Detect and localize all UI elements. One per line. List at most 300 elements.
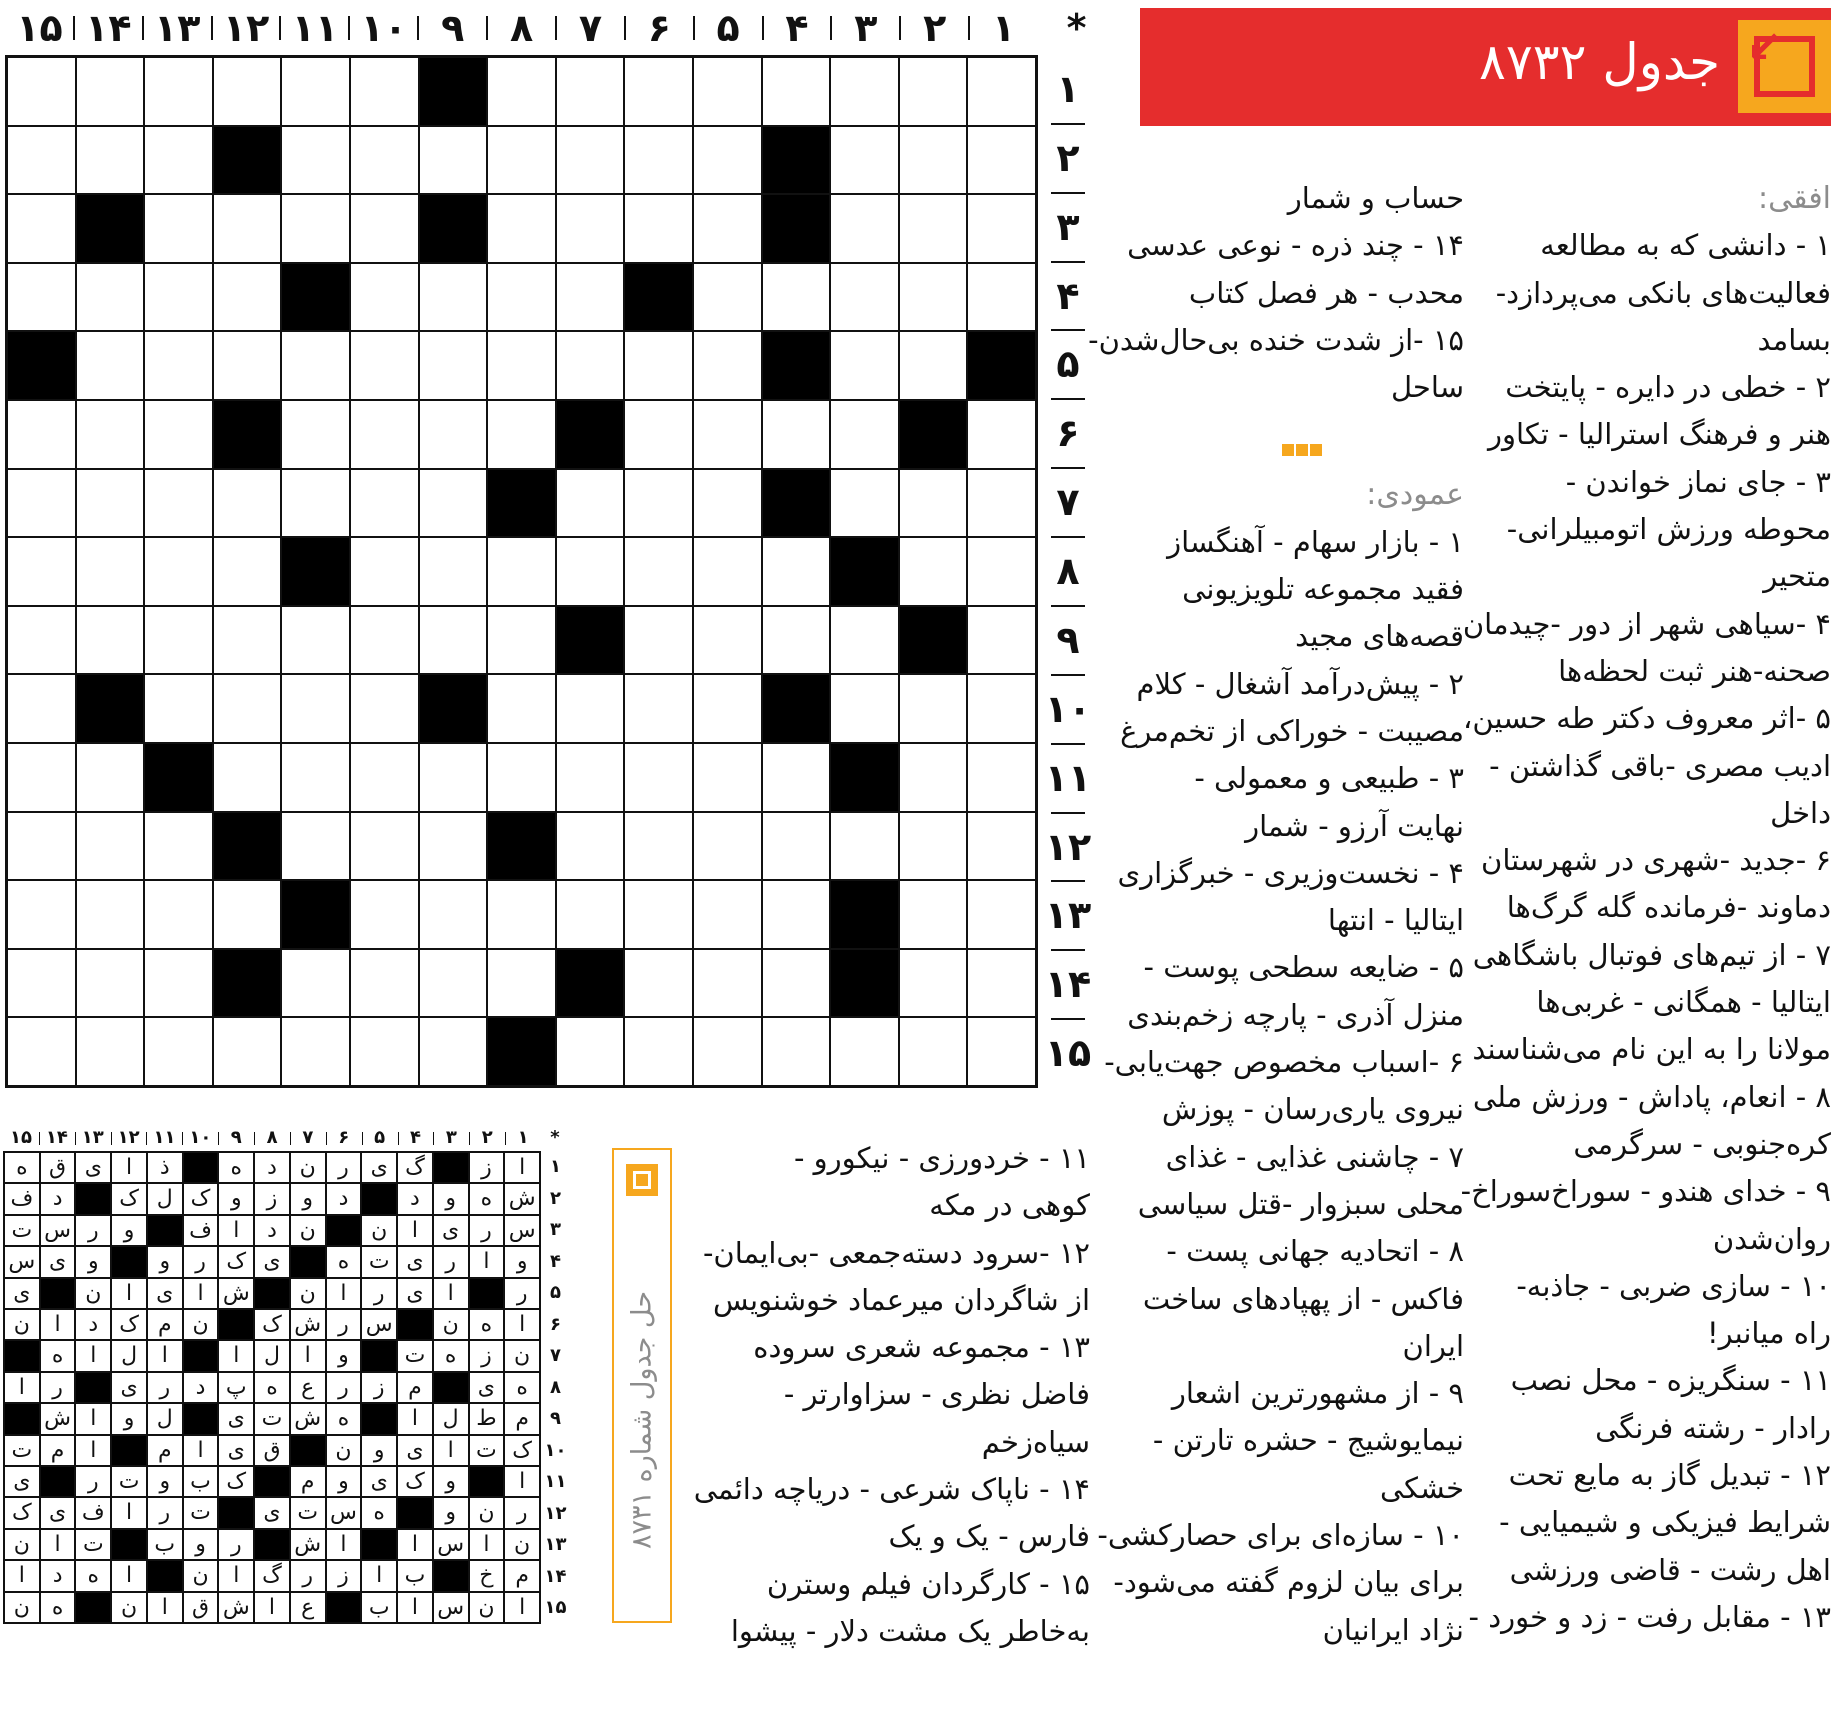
grid-cell[interactable] [144,1017,213,1086]
clue-line: از شاگردان میرعماد خوشنویس [712,1282,1090,1317]
grid-cell[interactable] [624,331,693,400]
grid-cell[interactable] [556,743,625,812]
grid-cell[interactable] [76,949,145,1018]
solution-cell: ل [111,1340,147,1371]
solution-cell: ا [75,1435,111,1466]
solution-column-separator [398,1132,399,1145]
grid-cell[interactable] [213,537,282,606]
grid-cell[interactable] [693,194,762,263]
grid-cell[interactable] [693,263,762,332]
black-cell [76,674,145,743]
grid-cell[interactable] [624,194,693,263]
grid-cell[interactable] [830,1017,899,1086]
grid-cell[interactable] [693,606,762,675]
clue-line: ۱۳ - مقابل رفت - زد و خورد - [1468,1599,1831,1634]
grid-cell[interactable] [419,400,488,469]
grid-cell[interactable] [556,194,625,263]
grid-cell[interactable] [7,606,76,675]
grid-cell[interactable] [76,537,145,606]
solution-cell: ا [111,1278,147,1309]
grid-cell[interactable] [967,606,1036,675]
solution-cell: ل [147,1183,183,1214]
grid-cell[interactable] [830,812,899,881]
row-number: ۴ [1056,273,1080,318]
solution-cell: ا [504,1466,540,1497]
grid-cell[interactable] [830,331,899,400]
grid-cell[interactable] [350,400,419,469]
grid-cell[interactable] [967,57,1036,126]
solution-cell: ر [433,1246,469,1277]
grid-cell[interactable] [144,194,213,263]
grid-cell[interactable] [419,812,488,881]
solution-cell: ت [183,1497,219,1528]
solution-cell: ع [290,1372,326,1403]
solution-cell: ا [218,1215,254,1246]
solution-black-cell [254,1466,290,1497]
grid-cell[interactable] [7,469,76,538]
grid-cell[interactable] [144,880,213,949]
grid-cell[interactable] [281,194,350,263]
grid-cell[interactable] [213,606,282,675]
column-separator [142,16,144,40]
solution-cell: ش [504,1183,540,1214]
grid-cell[interactable] [7,743,76,812]
solution-row-number: ۵ [550,1282,561,1304]
grid-cell[interactable] [281,812,350,881]
grid-cell[interactable] [899,743,968,812]
grid-cell[interactable] [350,1017,419,1086]
grid-cell[interactable] [967,812,1036,881]
solution-cell: ت [111,1466,147,1497]
grid-cell[interactable] [487,57,556,126]
solution-cell: ب [183,1466,219,1497]
grid-cell[interactable] [487,263,556,332]
grid-cell[interactable] [830,606,899,675]
grid-cell[interactable] [899,537,968,606]
grid-cell[interactable] [830,263,899,332]
grid-cell[interactable] [624,880,693,949]
solution-row-number: ۸ [550,1376,561,1398]
grid-cell[interactable] [7,949,76,1018]
grid-cell[interactable] [762,1017,831,1086]
grid-cell[interactable] [830,194,899,263]
grid-cell[interactable] [281,331,350,400]
grid-cell[interactable] [350,880,419,949]
grid-cell[interactable] [76,331,145,400]
solution-row-number: ۱۴ [544,1565,567,1587]
solution-cell: ا [40,1529,76,1560]
grid-cell[interactable] [693,674,762,743]
grid-cell[interactable] [7,812,76,881]
grid-cell[interactable] [762,537,831,606]
grid-cell[interactable] [7,880,76,949]
grid-cell[interactable] [556,126,625,195]
grid-cell[interactable] [693,880,762,949]
grid-cell[interactable] [487,606,556,675]
solution-black-cell [469,1466,505,1497]
solution-cell: ر [326,1152,362,1183]
solution-cell: س [4,1246,40,1277]
grid-cell[interactable] [624,537,693,606]
grid-cell[interactable] [144,949,213,1018]
grid-cell[interactable] [76,812,145,881]
grid-cell[interactable] [967,469,1036,538]
grid-cell[interactable] [281,606,350,675]
solution-cell: ر [40,1372,76,1403]
clue-line: کره‌جنوبی - سرگرمی [1573,1126,1831,1161]
grid-cell[interactable] [899,812,968,881]
black-cell [213,812,282,881]
grid-cell[interactable] [899,469,968,538]
solution-cell: ه [469,1183,505,1214]
section-heading: عمودی: [1366,477,1464,513]
solution-cell: ا [111,1497,147,1528]
grid-cell[interactable] [419,126,488,195]
grid-cell[interactable] [693,126,762,195]
grid-cell[interactable] [693,331,762,400]
grid-cell[interactable] [624,469,693,538]
grid-cell[interactable] [967,263,1036,332]
grid-cell[interactable] [762,606,831,675]
grid-cell[interactable] [7,1017,76,1086]
grid-cell[interactable] [556,57,625,126]
solution-column-separator [146,1132,147,1145]
grid-cell[interactable] [350,469,419,538]
grid-cell[interactable] [281,57,350,126]
clue-line: متحیر [1763,559,1831,594]
grid-cell[interactable] [693,812,762,881]
grid-cell[interactable] [830,674,899,743]
solution-cell: ق [254,1435,290,1466]
grid-cell[interactable] [830,400,899,469]
solution-cell: ا [397,1403,433,1434]
grid-cell[interactable] [693,57,762,126]
grid-cell[interactable] [76,400,145,469]
grid-cell[interactable] [556,880,625,949]
grid-cell[interactable] [76,743,145,812]
grid-cell[interactable] [350,331,419,400]
grid-cell[interactable] [624,126,693,195]
grid-cell[interactable] [556,674,625,743]
grid-cell[interactable] [967,674,1036,743]
black-cell [899,400,968,469]
grid-cell[interactable] [487,674,556,743]
grid-cell[interactable] [556,812,625,881]
grid-cell[interactable] [144,126,213,195]
row-number: ۱۴ [1044,962,1092,1007]
grid-cell[interactable] [487,743,556,812]
black-cell [762,194,831,263]
grid-cell[interactable] [487,331,556,400]
solution-cell: ا [469,1246,505,1277]
grid-cell[interactable] [76,880,145,949]
grid-cell[interactable] [144,331,213,400]
grid-cell[interactable] [350,263,419,332]
grid-cell[interactable] [419,606,488,675]
solution-black-cell [40,1278,76,1309]
grid-cell[interactable] [419,1017,488,1086]
grid-cell[interactable] [830,57,899,126]
grid-cell[interactable] [487,194,556,263]
column-separator [624,16,626,40]
grid-cell[interactable] [213,1017,282,1086]
solution-cell: ت [397,1340,433,1371]
grid-cell[interactable] [76,263,145,332]
solution-column-separator [218,1132,219,1145]
grid-cell[interactable] [624,400,693,469]
grid-cell[interactable] [487,880,556,949]
grid-cell[interactable] [350,674,419,743]
grid-cell[interactable] [76,126,145,195]
clue-line: ۷ - چاشنی غذایی - غذای [1165,1139,1464,1174]
grid-cell[interactable] [899,194,968,263]
solution-column-number: ۵ [374,1127,386,1148]
solution-column-number: ۱۱ [153,1127,176,1148]
grid-cell[interactable] [350,949,419,1018]
solution-cell: ز [361,1372,397,1403]
grid-cell[interactable] [419,537,488,606]
grid-cell[interactable] [967,1017,1036,1086]
column-number: ۵ [716,6,740,50]
solution-black-cell [111,1529,147,1560]
solution-black-cell [326,1215,362,1246]
grid-cell[interactable] [76,469,145,538]
grid-cell[interactable] [213,674,282,743]
grid-cell[interactable] [281,674,350,743]
black-cell [762,674,831,743]
solution-cell: ا [326,1278,362,1309]
grid-cell[interactable] [899,949,968,1018]
row-number: ۹ [1056,617,1080,662]
grid-cell[interactable] [281,400,350,469]
solution-cell: ل [147,1403,183,1434]
grid-cell[interactable] [693,537,762,606]
grid-cell[interactable] [350,194,419,263]
column-number: ۹ [441,6,465,50]
grid-cell[interactable] [144,674,213,743]
solution-cell: د [75,1309,111,1340]
grid-cell[interactable] [830,126,899,195]
grid-cell[interactable] [624,606,693,675]
black-cell [7,331,76,400]
solution-cell: ک [254,1309,290,1340]
solution-column-number: ۱۲ [117,1127,140,1148]
grid-cell[interactable] [899,1017,968,1086]
grid-cell[interactable] [556,537,625,606]
solution-black-cell [218,1497,254,1528]
column-number: ۸ [509,6,534,50]
grid-cell[interactable] [76,1017,145,1086]
solution-cell: ی [111,1372,147,1403]
solution-cell: ر [290,1560,326,1591]
grid-cell[interactable] [7,263,76,332]
column-number: ۱۳ [154,6,201,50]
clue-line: ۱۱ - خردورزی - نیکورو - [793,1141,1090,1175]
grid-cell[interactable] [693,743,762,812]
grid-cell[interactable] [213,263,282,332]
column-separator [830,16,832,40]
grid-cell[interactable] [762,949,831,1018]
column-separator [73,16,75,40]
solution-cell: س [40,1215,76,1246]
grid-cell[interactable] [281,743,350,812]
grid-cell[interactable] [213,743,282,812]
grid-cell[interactable] [693,469,762,538]
grid-cell[interactable] [7,57,76,126]
solution-column-number: ۷ [302,1127,314,1148]
grid-cell[interactable] [899,263,968,332]
grid-cell[interactable] [213,57,282,126]
solution-black-cell [290,1435,326,1466]
grid-cell[interactable] [967,949,1036,1018]
solution-cell: ش [290,1309,326,1340]
grid-cell[interactable] [556,469,625,538]
solution-row-number: ۳ [550,1219,561,1241]
grid-cell[interactable] [419,331,488,400]
grid-cell[interactable] [899,331,968,400]
solution-cell: ی [254,1246,290,1277]
solution-cell: ف [4,1183,40,1214]
grid-cell[interactable] [419,469,488,538]
clues-vertical-continued [693,1135,1090,1655]
clue-line: ۷ - از تیم‌های فوتبال باشگاهی [1472,937,1831,972]
grid-cell[interactable] [624,812,693,881]
grid-cell[interactable] [350,812,419,881]
solution-cell: ی [40,1246,76,1277]
clue-line: ۱۵ -از شدت خنده بی‌حال‌شدن- [1088,322,1464,357]
grid-cell[interactable] [624,57,693,126]
grid-cell[interactable] [213,880,282,949]
clue-line: ۱۴ - چند ذره - نوعی عدسی [1127,228,1464,263]
grid-cell[interactable] [762,880,831,949]
grid-cell[interactable] [350,743,419,812]
solution-cell: م [504,1403,540,1434]
solution-cell: و [290,1183,326,1214]
solution-cell: ا [218,1560,254,1591]
grid-cell[interactable] [967,537,1036,606]
grid-cell[interactable] [7,537,76,606]
solution-cell: و [433,1183,469,1214]
grid-cell[interactable] [556,1017,625,1086]
grid-cell[interactable] [7,126,76,195]
solution-cell: و [326,1466,362,1497]
grid-cell[interactable] [144,263,213,332]
clue-line: ۱۲ - تبدیل گاز به مایع تحت [1508,1458,1831,1493]
column-separator [899,16,901,40]
solution-cell: ی [397,1278,433,1309]
grid-cell[interactable] [967,194,1036,263]
solution-cell: ه [504,1372,540,1403]
grid-cell[interactable] [350,606,419,675]
grid-cell[interactable] [556,331,625,400]
black-cell [556,400,625,469]
grid-cell[interactable] [213,194,282,263]
clue-line: ۹ - از مشهورترین اشعار [1171,1376,1464,1411]
grid-cell[interactable] [693,1017,762,1086]
grid-cell[interactable] [762,263,831,332]
grid-cell[interactable] [899,674,968,743]
grid-cell[interactable] [281,469,350,538]
grid-cell[interactable] [624,949,693,1018]
grid-cell[interactable] [762,812,831,881]
grid-cell[interactable] [281,126,350,195]
black-cell [213,126,282,195]
grid-cell[interactable] [76,606,145,675]
grid-cell[interactable] [556,263,625,332]
solution-cell: ت [254,1403,290,1434]
grid-cell[interactable] [213,331,282,400]
grid-cell[interactable] [144,606,213,675]
grid-cell[interactable] [967,880,1036,949]
solution-column-number: ۹ [230,1127,242,1148]
solution-black-cell [361,1183,397,1214]
column-number: ۷ [578,6,603,50]
grid-cell[interactable] [76,57,145,126]
solution-cell: گ [254,1560,290,1591]
grid-cell[interactable] [487,400,556,469]
grid-cell[interactable] [830,469,899,538]
grid-cell[interactable] [350,57,419,126]
grid-cell[interactable] [762,57,831,126]
solution-cell: ک [218,1246,254,1277]
grid-cell[interactable] [967,126,1036,195]
grid-cell[interactable] [762,743,831,812]
grid-cell[interactable] [419,949,488,1018]
grid-cell[interactable] [967,743,1036,812]
solution-black-cell [75,1183,111,1214]
grid-cell[interactable] [693,400,762,469]
grid-cell[interactable] [899,57,968,126]
grid-cell[interactable] [693,949,762,1018]
grid-cell[interactable] [281,1017,350,1086]
grid-cell[interactable] [762,400,831,469]
solution-cell: م [147,1435,183,1466]
solution-cell: ی [147,1278,183,1309]
grid-cell[interactable] [144,469,213,538]
grid-cell[interactable] [624,1017,693,1086]
grid-cell[interactable] [487,126,556,195]
grid-cell[interactable] [7,194,76,263]
grid-cell[interactable] [487,537,556,606]
grid-cell[interactable] [624,743,693,812]
clue-line: ۱ - بازار سهام - آهنگساز [1167,524,1464,559]
grid-cell[interactable] [144,537,213,606]
solution-cell: د [397,1183,433,1214]
grid-cell[interactable] [7,674,76,743]
grid-cell[interactable] [487,949,556,1018]
column-number: ۶ [647,6,671,50]
grid-cell[interactable] [144,400,213,469]
grid-cell[interactable] [419,263,488,332]
grid-cell[interactable] [899,126,968,195]
grid-cell[interactable] [144,57,213,126]
solution-cell: م [40,1435,76,1466]
solution-cell: ا [397,1215,433,1246]
grid-cell[interactable] [7,400,76,469]
grid-cell[interactable] [419,743,488,812]
black-cell [144,743,213,812]
grid-cell[interactable] [967,400,1036,469]
grid-cell[interactable] [213,469,282,538]
grid-cell[interactable] [419,880,488,949]
solution-column-separator [505,1132,506,1145]
grid-cell[interactable] [350,126,419,195]
grid-cell[interactable] [281,949,350,1018]
grid-cell[interactable] [350,537,419,606]
grid-cell[interactable] [144,812,213,881]
grid-cell[interactable] [899,880,968,949]
grid-cell[interactable] [624,674,693,743]
